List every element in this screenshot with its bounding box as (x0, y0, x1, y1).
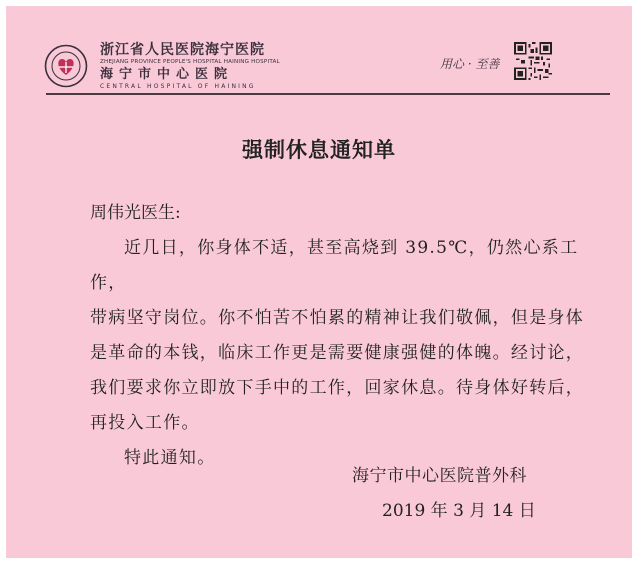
notice-title: 强制休息通知单 (242, 138, 396, 162)
qr-code-icon (514, 42, 552, 80)
hospital-logo-icon (44, 44, 88, 88)
letterhead-divider (46, 93, 610, 95)
notice-content (90, 196, 600, 476)
hospital-names (100, 42, 300, 91)
hospital-name2-cn: 海宁市中心医院 (100, 67, 234, 82)
notice-page (6, 6, 632, 558)
hospital-name-en: ZHEJIANG PROVINCE PEOPLE'S HOSPITAL HAINING HOSPITAL (100, 59, 280, 65)
hospital-name-cn: 浙江省人民医院海宁医院 (100, 42, 265, 58)
letterhead (6, 6, 632, 96)
notice-date: 2019 年 3 月 14 日 (382, 501, 536, 521)
signature-department: 海宁市中心医院普外科 (352, 466, 527, 486)
hospital-name2-en: CENTRAL HOSPITAL OF HAINING (100, 83, 256, 90)
notice-body: 近几日，你身体不适，甚至高烧到 39.5℃，仍然心系工作， 带病坚守岗位。你不怕苦不怕累的精神让我们敬佩，但是身体 是革命的本钱，临床工作更是需要健康强健的体魄。经讨论， 我们要求你立即放下手中的工作，回家休息。待身体好转后， 再投入工作。 (90, 238, 585, 433)
salutation: 周伟光医生: (90, 203, 181, 223)
closing-line: 特此通知。 (124, 448, 216, 468)
hospital-motto: 用心 · 至善 (440, 57, 500, 71)
